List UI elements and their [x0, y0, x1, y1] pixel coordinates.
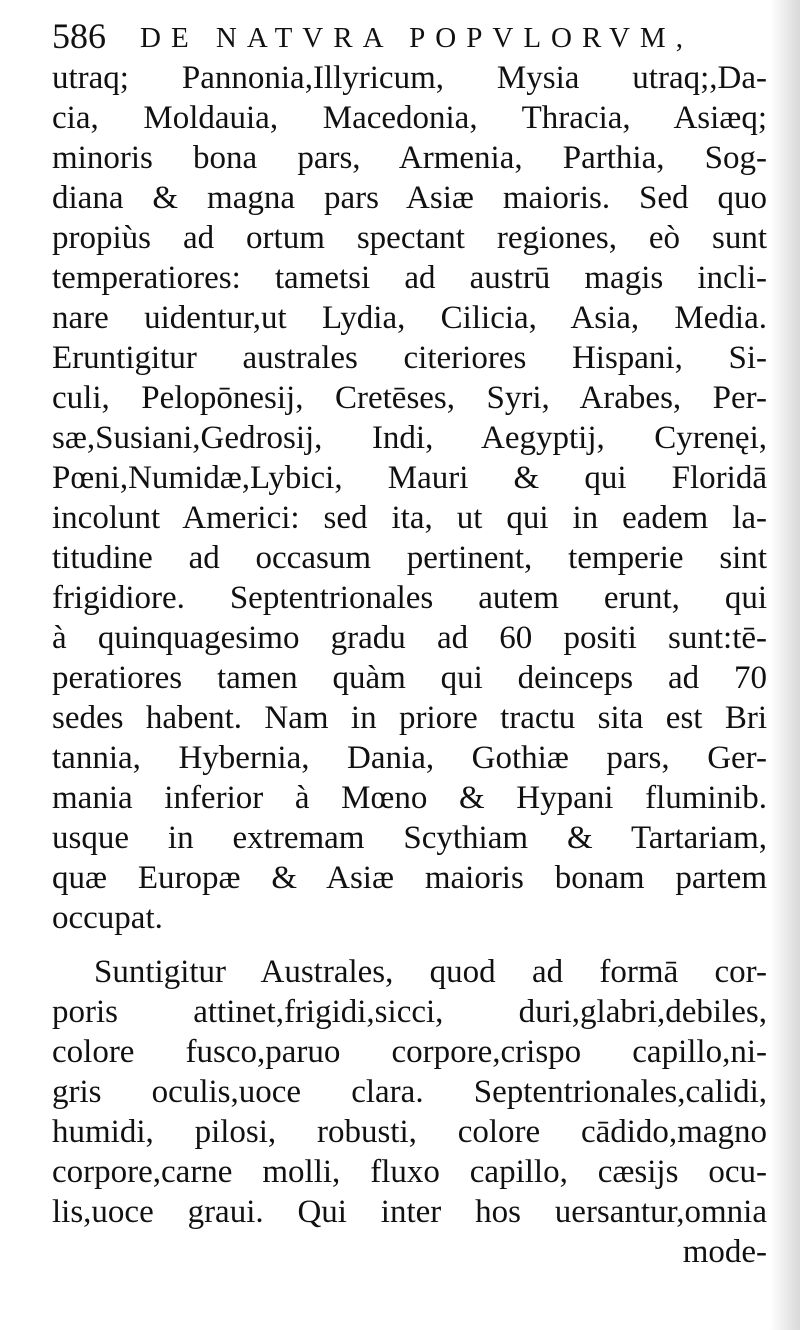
body-text: [52, 58, 767, 1272]
text-line: diana & magna pars Asiæ maioris. Sed quo: [52, 180, 767, 216]
text-line: gris oculis,uoce clara. Septentrionales,calidi,: [52, 1074, 767, 1110]
text-line: sæ,Susiani,Gedrosij, Indi, Aegyptij, Cyrenęi,: [52, 420, 767, 456]
text-line: lis,uoce graui. Qui inter hos uersantur,omnia: [52, 1194, 767, 1230]
text-line: occupat.: [52, 900, 163, 936]
page-header: [52, 14, 752, 58]
text-line: peratiores tamen quàm qui deinceps ad 70: [52, 660, 767, 696]
catchword: mode-: [682, 1234, 767, 1270]
text-line: culi, Pelopōnesij, Cretēses, Syri, Arabes, Per-: [52, 380, 767, 416]
text-line: humidi, pilosi, robusti, colore cādido,magno: [52, 1114, 767, 1150]
text-line: mania inferior à Mœno & Hypani fluminib.: [52, 780, 767, 816]
paragraph-2: [52, 952, 767, 1232]
text-line: Suntigitur Australes, quod ad formā cor-: [94, 954, 767, 990]
page-edge-shadow: [770, 0, 800, 1330]
text-line: minoris bona pars, Armenia, Parthia, Sog-: [52, 140, 767, 176]
text-line: titudine ad occasum pertinent, temperie sint: [52, 540, 767, 576]
page-number: 586: [52, 16, 106, 56]
text-line: nare uidentur,ut Lydia, Cilicia, Asia, Media.: [52, 300, 767, 336]
text-line: frigidiore. Septentrionales autem erunt, qui: [52, 580, 767, 616]
text-line: quæ Europæ & Asiæ maioris bonam partem: [52, 860, 767, 896]
text-line: Eruntigitur australes citeriores Hispani, Si-: [52, 340, 767, 376]
paragraph-gap: [52, 938, 767, 952]
text-line: sedes habent. Nam in priore tractu sita est Bri: [52, 700, 767, 736]
text-line: temperatiores: tametsi ad austrū magis incli-: [52, 260, 767, 296]
text-line: poris attinet,frigidi,sicci, duri,glabri,debiles,: [52, 994, 767, 1030]
text-line: propiùs ad ortum spectant regiones, eò sunt: [52, 220, 767, 256]
text-line: utraq; Pannonia,Illyricum, Mysia utraq;,Da-: [52, 60, 767, 96]
running-head: DE NATVRA POPVLORVM,: [140, 22, 693, 54]
text-line: à quinquagesimo gradu ad 60 positi sunt:tē-: [52, 620, 767, 656]
text-line: incolunt Americi: sed ita, ut qui in eadem la-: [52, 500, 767, 536]
text-line: tannia, Hybernia, Dania, Gothiæ pars, Ger-: [52, 740, 767, 776]
text-line: usque in extremam Scythiam & Tartariam,: [52, 820, 767, 856]
paragraph-1: [52, 58, 767, 938]
text-line: cia, Moldauia, Macedonia, Thracia, Asiæq;: [52, 100, 767, 136]
text-line: corpore,carne molli, fluxo capillo, cæsijs ocu-: [52, 1154, 767, 1190]
text-line: colore fusco,paruo corpore,crispo capillo,ni-: [52, 1034, 767, 1070]
text-line: Pœni,Numidæ,Lybici, Mauri & qui Floridā: [52, 460, 767, 496]
